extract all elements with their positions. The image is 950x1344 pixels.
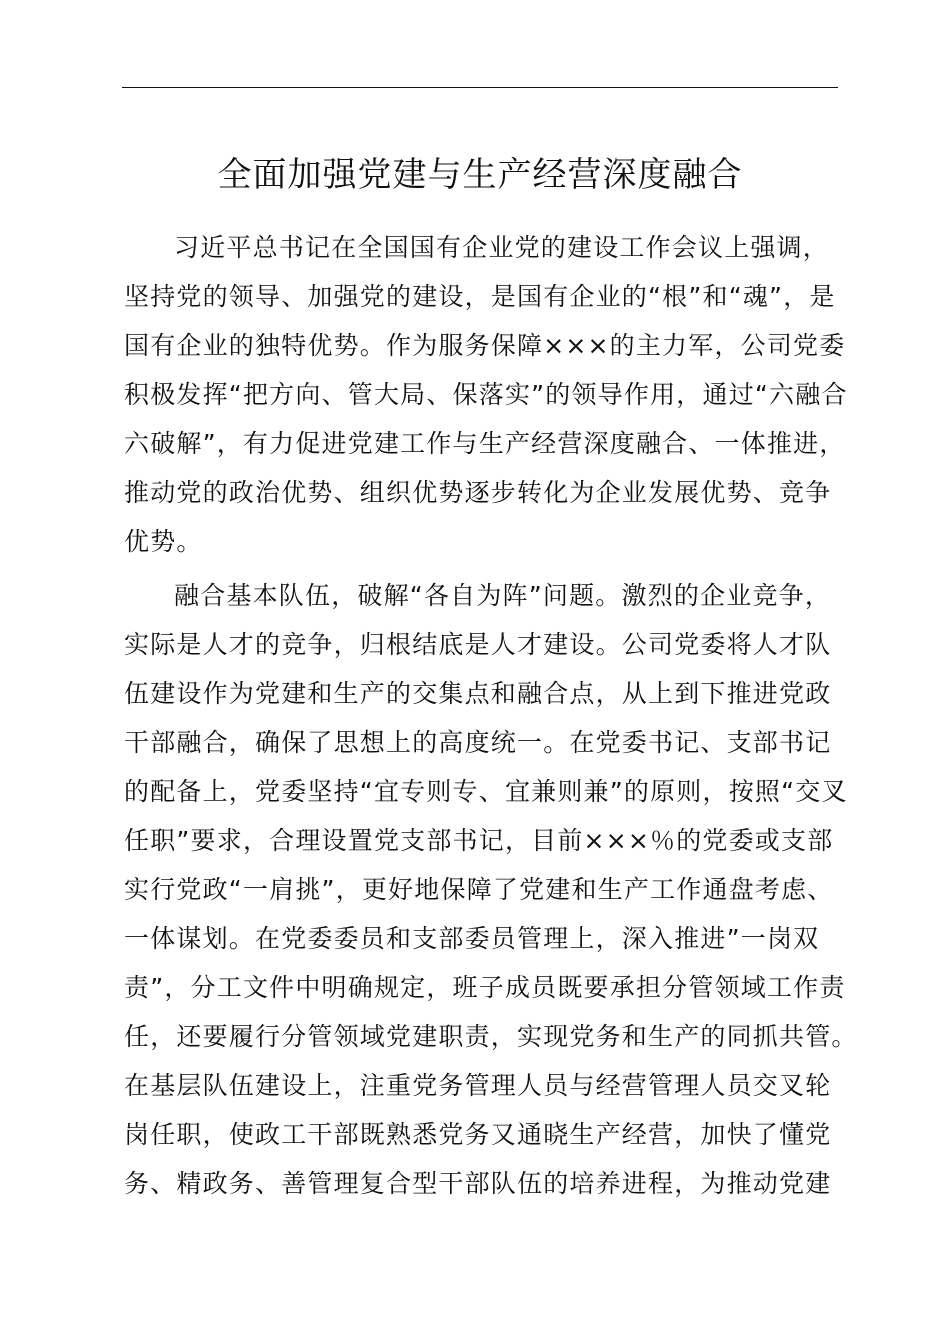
document-title: 全面加强党建与生产经营深度融合 [217,155,743,195]
paragraph-line: 国有企业的独特优势。作为服务保障×××的主力军，公司党委 [124,331,846,360]
header-rule [122,87,838,88]
paragraph-line: 推动党的政治优势、组织优势逐步转化为企业发展优势、竞争 [124,478,832,507]
paragraph-line: 任，还要履行分管领域党建职责，实现党务和生产的同抓共管。 [124,1022,858,1051]
paragraph-line: 实行党政“一肩挑”，更好地保障了党建和生产工作通盘考虑、 [124,875,834,904]
paragraph-line: 积极发挥“把方向、管大局、保落实”的领导作用，通过“六融合 [124,380,848,409]
paragraph-line: 融合基本队伍，破解“各自为阵”问题。激烈的企业竞争， [174,581,832,610]
paragraph-line: 干部融合，确保了思想上的高度统一。在党委书记、支部书记 [124,728,832,757]
paragraph-line: 习近平总书记在全国国有企业党的建设工作会议上强调， [174,233,830,262]
paragraph-line: 责”，分工文件中明确规定，班子成员既要承担分管领域工作责 [124,973,846,1002]
paragraph-line: 岗任职，使政工干部既熟悉党务又通晓生产经营，加快了懂党 [124,1120,832,1149]
paragraph-line: 坚持党的领导、加强党的建设，是国有企业的“根”和“魂”，是 [124,282,836,311]
paragraph-line: 实际是人才的竞争，归根结底是人才建设。公司党委将人才队 [124,630,832,659]
paragraph-line: 务、精政务、善管理复合型干部队伍的培养进程，为推动党建 [124,1169,832,1198]
paragraph-line: 一体谋划。在党委委员和支部委员管理上，深入推进”一岗双 [124,924,820,953]
paragraph-line: 的配备上，党委坚持“宜专则专、宜兼则兼”的原则，按照“交叉 [124,777,848,806]
paragraph-line: 任职”要求，合理设置党支部书记，目前×××％的党委或支部 [124,826,834,855]
paragraph-line: 优势。 [124,527,203,556]
paragraph-line: 在基层队伍建设上，注重党务管理人员与经营管理人员交叉轮 [124,1071,832,1100]
paragraph-line: 六破解”，有力促进党建工作与生产经营深度融合、一体推进， [124,429,846,458]
paragraph-line: 伍建设作为党建和生产的交集点和融合点，从上到下推进党政 [124,679,832,708]
